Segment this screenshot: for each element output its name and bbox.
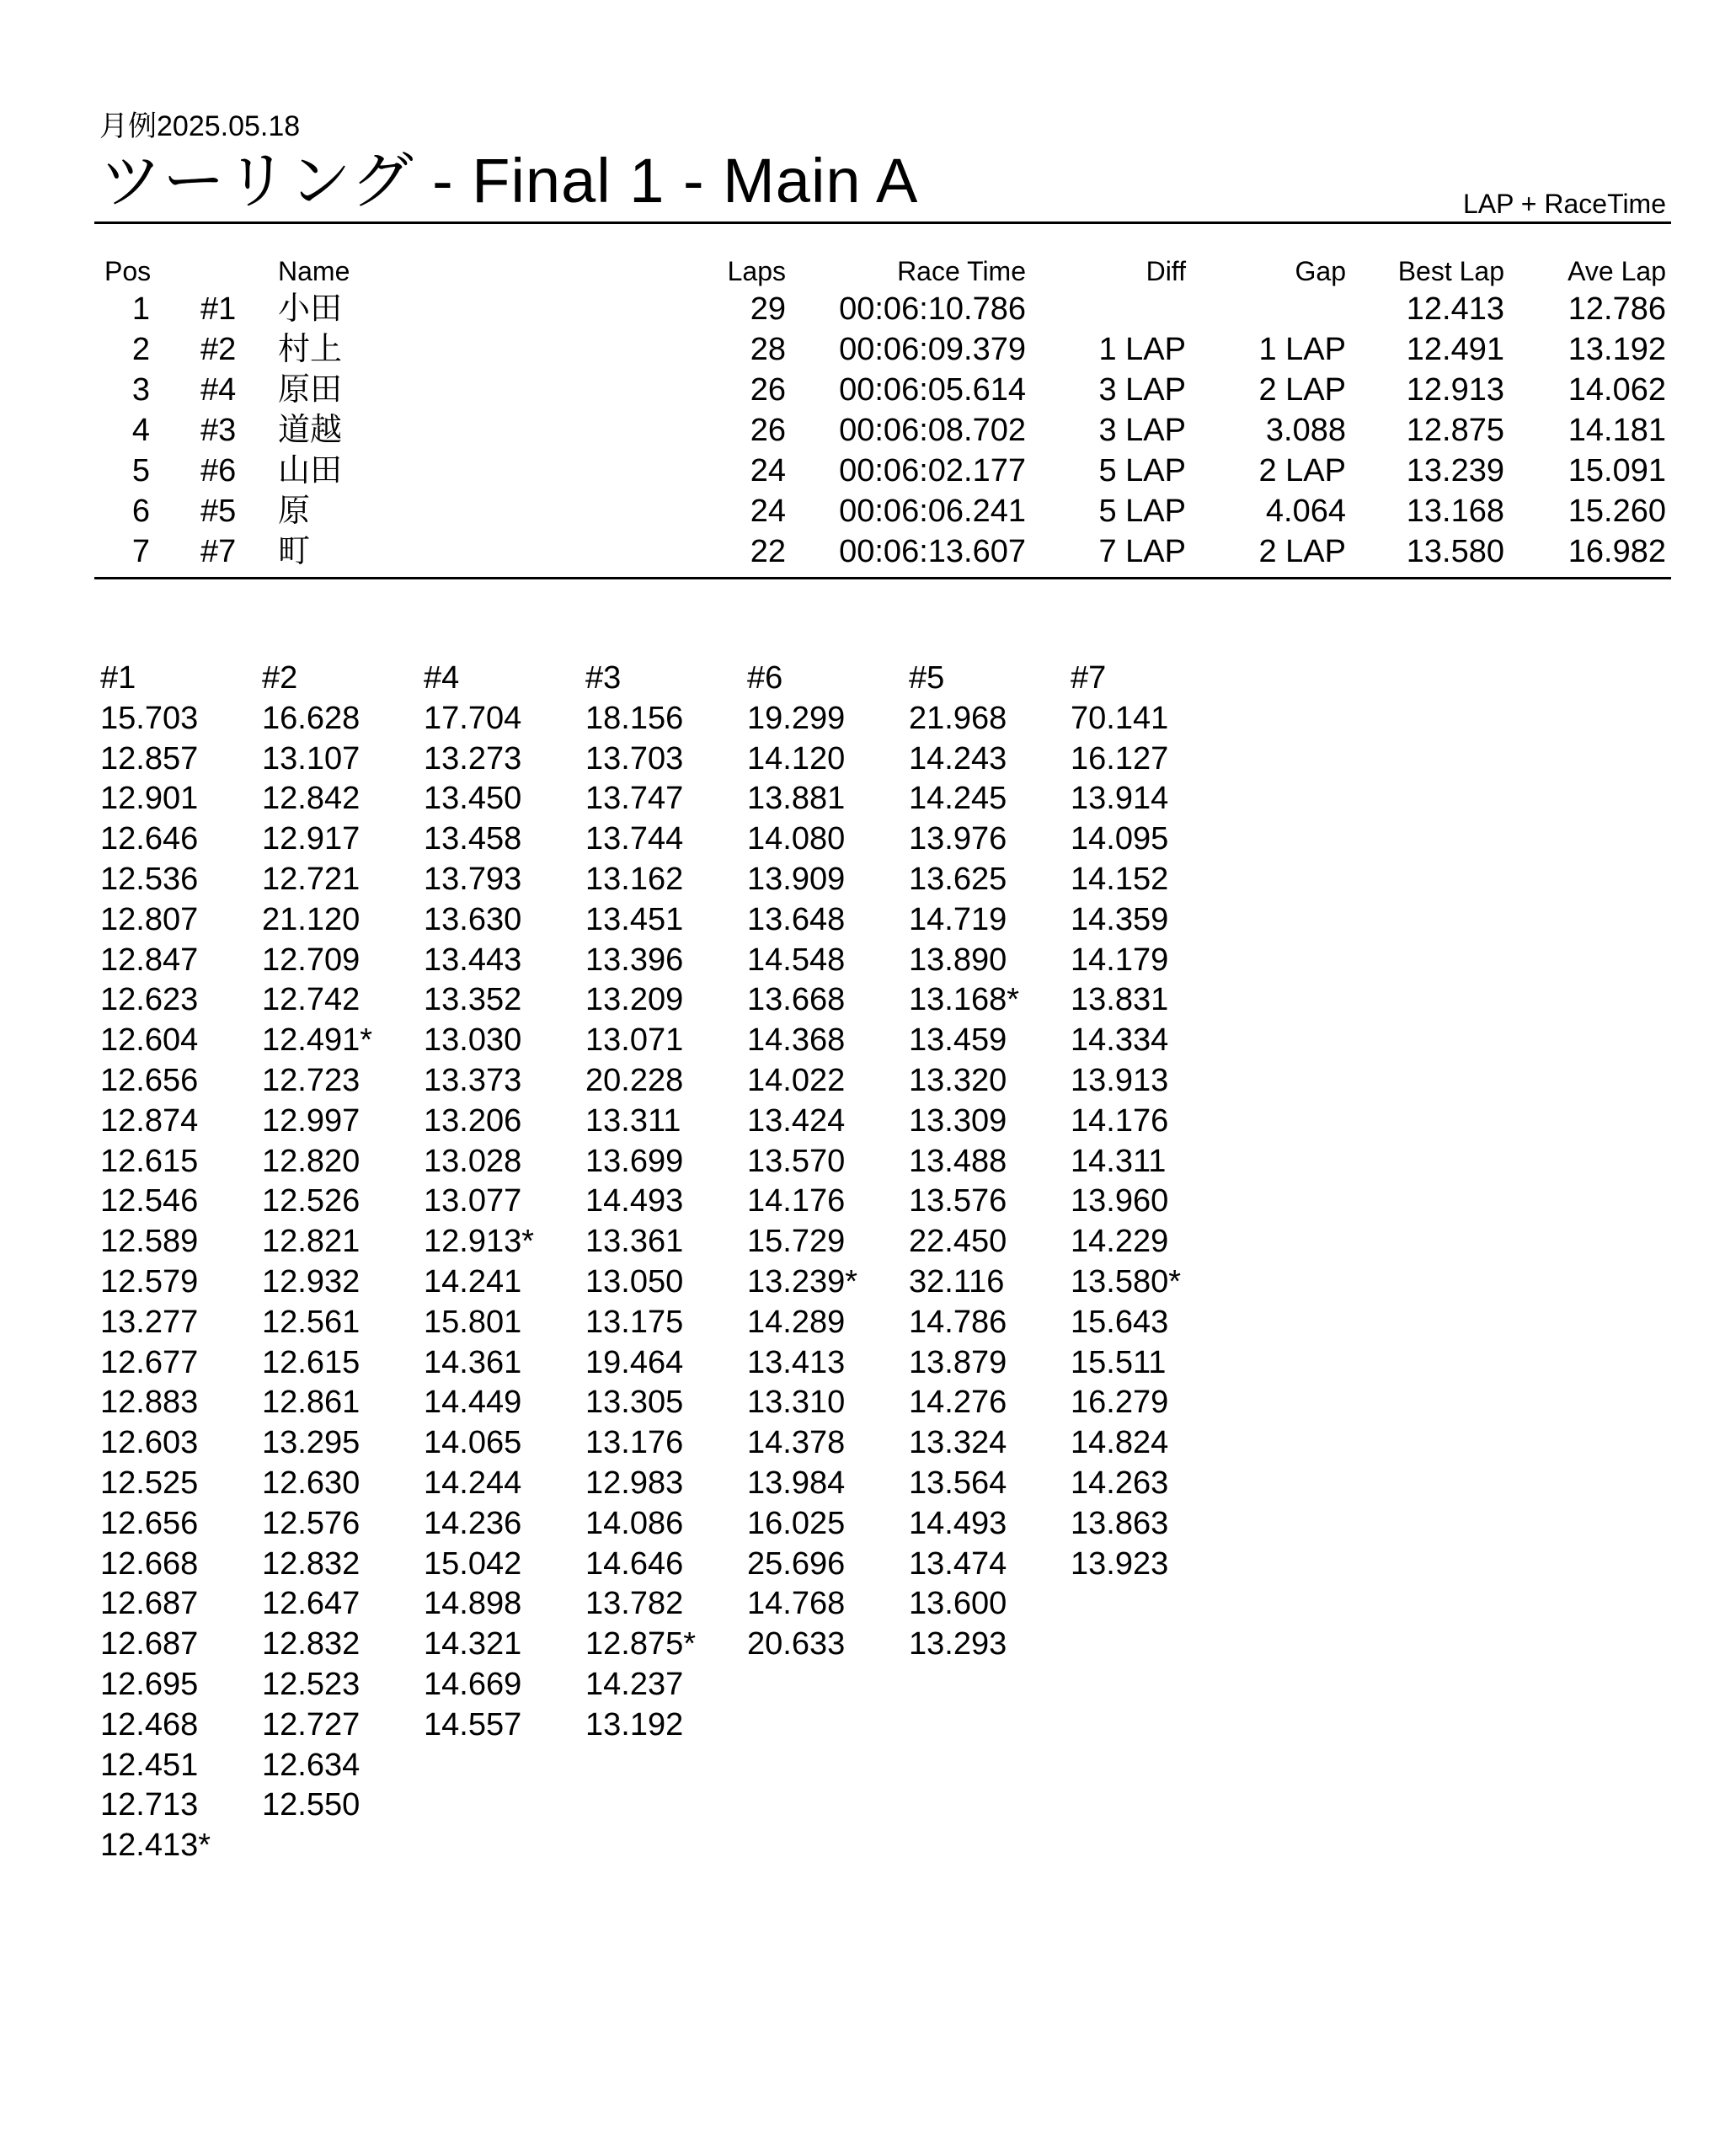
lap-time-cell: 14.229 — [1071, 1224, 1169, 1260]
lap-time-cell: 13.744 — [585, 821, 684, 857]
lap-time-cell: 14.378 — [747, 1425, 846, 1461]
lap-time-cell: 13.324 — [909, 1425, 1007, 1461]
lap-time-cell: 13.309 — [909, 1102, 1007, 1139]
laps-cell: 22 — [750, 534, 786, 569]
best-lap-cell: 12.875 — [1406, 413, 1504, 448]
best-lap-cell: 12.913 — [1406, 372, 1504, 408]
lap-column — [424, 659, 584, 1746]
lap-time-cell: 12.615 — [100, 1143, 199, 1179]
lap-time-cell: 13.564 — [909, 1465, 1007, 1501]
lap-time-cell: 13.107 — [262, 740, 360, 776]
lap-time-cell: 13.913 — [1071, 1062, 1169, 1098]
col-header-diff: Diff — [1146, 256, 1186, 286]
lap-time-cell: 12.687 — [100, 1586, 199, 1622]
race-time-cell: 00:06:06.241 — [839, 494, 1026, 529]
lap-time-cell: 13.923 — [1071, 1545, 1169, 1582]
lap-time-cell: 13.984 — [747, 1465, 846, 1501]
pos-cell: 5 — [131, 453, 150, 488]
lap-time-cell: 12.821 — [262, 1224, 360, 1260]
lap-time-cell: 13.909 — [747, 861, 846, 897]
lap-time-cell: 13.881 — [747, 781, 846, 817]
lap-time-cell: 14.359 — [1071, 901, 1169, 937]
lap-time-cell: 15.729 — [747, 1224, 846, 1260]
lap-time-cell: 13.863 — [1071, 1505, 1169, 1541]
lap-time-cell: 13.625 — [909, 861, 1007, 897]
timing-mode-label: LAP + RaceTime — [1463, 189, 1666, 219]
pos-cell: 3 — [131, 372, 150, 408]
lap-time-cell: 14.321 — [424, 1626, 522, 1662]
lap-time-cell: 13.600 — [909, 1586, 1007, 1622]
lap-time-cell: 14.669 — [424, 1666, 522, 1702]
lap-time-cell: 13.361 — [585, 1224, 684, 1260]
lap-time-cell: 12.656 — [100, 1062, 199, 1098]
lap-time-cell: 13.320 — [909, 1062, 1007, 1098]
lap-column-header: #1 — [100, 660, 136, 696]
lap-time-cell: 12.576 — [262, 1505, 360, 1541]
lap-time-cell: 12.413* — [100, 1828, 211, 1864]
lap-time-cell: 13.580* — [1071, 1263, 1182, 1299]
lap-column-header: #3 — [585, 660, 622, 696]
lap-time-cell: 13.458 — [424, 821, 522, 857]
lap-time-cell: 12.820 — [262, 1143, 360, 1179]
lap-time-cell: 12.874 — [100, 1102, 199, 1139]
driver-name-cell: 町 — [278, 534, 311, 569]
lap-time-cell: 14.368 — [747, 1022, 846, 1059]
lap-time-cell: 13.050 — [585, 1263, 684, 1299]
lap-time-cell: 20.633 — [747, 1626, 846, 1662]
best-lap-cell: 12.491 — [1406, 332, 1504, 367]
lap-time-cell: 14.263 — [1071, 1465, 1169, 1501]
car-number-cell: #2 — [200, 332, 237, 367]
lap-time-cell: 15.703 — [100, 700, 199, 736]
col-header-ave-lap: Ave Lap — [1567, 256, 1666, 286]
lap-time-cell: 16.279 — [1071, 1385, 1169, 1421]
lap-time-cell: 13.273 — [424, 740, 522, 776]
laps-cell: 24 — [750, 453, 786, 488]
lap-time-cell: 12.742 — [262, 982, 360, 1018]
lap-time-cell: 14.449 — [424, 1385, 522, 1421]
lap-time-cell: 13.424 — [747, 1102, 846, 1139]
lap-time-cell: 16.127 — [1071, 740, 1169, 776]
lap-time-cell: 13.277 — [100, 1304, 199, 1340]
lap-time-cell: 13.028 — [424, 1143, 522, 1179]
lap-time-cell: 20.228 — [585, 1062, 684, 1098]
result-row — [0, 410, 1725, 451]
lap-time-cell: 13.239* — [747, 1263, 858, 1299]
lap-time-cell: 12.603 — [100, 1425, 199, 1461]
lap-column-header: #2 — [262, 660, 298, 696]
header-divider — [94, 221, 1671, 224]
lap-time-cell: 14.786 — [909, 1304, 1007, 1340]
lap-time-cell: 14.179 — [1071, 942, 1169, 978]
lap-time-cell: 12.630 — [262, 1465, 360, 1501]
lap-time-cell: 12.646 — [100, 821, 199, 857]
col-header-pos: Pos — [104, 256, 152, 286]
lap-column — [585, 659, 745, 1746]
page-title: ツーリング - Final 1 - Main A — [99, 146, 919, 216]
lap-time-cell: 13.474 — [909, 1545, 1007, 1582]
lap-time-cell: 12.451 — [100, 1747, 199, 1783]
ave-lap-cell: 12.786 — [1567, 291, 1666, 327]
lap-time-cell: 13.879 — [909, 1344, 1007, 1380]
best-lap-cell: 13.580 — [1406, 534, 1504, 569]
lap-time-cell: 12.491* — [262, 1022, 373, 1059]
result-row — [0, 451, 1725, 491]
lap-time-cell: 13.310 — [747, 1385, 846, 1421]
ave-lap-cell: 14.062 — [1567, 372, 1666, 408]
lap-time-cell: 12.695 — [100, 1666, 199, 1702]
col-header-name: Name — [278, 256, 350, 286]
lap-column-header: #6 — [747, 660, 783, 696]
lap-time-cell: 13.976 — [909, 821, 1007, 857]
car-number-cell: #1 — [200, 291, 237, 327]
pos-cell: 4 — [131, 413, 150, 448]
lap-time-cell: 14.646 — [585, 1545, 684, 1582]
lap-time-cell: 12.842 — [262, 781, 360, 817]
lap-time-cell: 12.997 — [262, 1102, 360, 1139]
event-date: 月例2025.05.18 — [99, 110, 301, 142]
lap-time-cell: 12.727 — [262, 1706, 360, 1742]
lap-time-cell: 13.443 — [424, 942, 522, 978]
lap-time-cell: 12.723 — [262, 1062, 360, 1098]
diff-cell: 1 LAP — [1098, 332, 1186, 367]
lap-time-cell: 13.311 — [585, 1102, 681, 1139]
lap-time-cell: 14.768 — [747, 1586, 846, 1622]
lap-time-cell: 12.677 — [100, 1344, 199, 1380]
lap-time-cell: 13.295 — [262, 1425, 360, 1461]
best-lap-cell: 13.239 — [1406, 453, 1504, 488]
lap-time-cell: 12.668 — [100, 1545, 199, 1582]
lap-time-cell: 70.141 — [1071, 700, 1169, 736]
gap-cell: 2 LAP — [1258, 372, 1346, 408]
lap-time-cell: 14.120 — [747, 740, 846, 776]
lap-time-cell: 13.793 — [424, 861, 522, 897]
lap-time-cell: 13.030 — [424, 1022, 522, 1059]
lap-time-cell: 16.628 — [262, 700, 360, 736]
lap-time-cell: 12.561 — [262, 1304, 360, 1340]
lap-time-cell: 12.536 — [100, 861, 199, 897]
lap-time-cell: 12.525 — [100, 1465, 199, 1501]
lap-time-cell: 25.696 — [747, 1545, 846, 1582]
lap-time-cell: 14.245 — [909, 781, 1007, 817]
lap-time-cell: 13.576 — [909, 1183, 1007, 1219]
diff-cell: 5 LAP — [1098, 453, 1186, 488]
lap-time-cell: 12.604 — [100, 1022, 199, 1059]
pos-cell: 6 — [131, 494, 150, 529]
lap-time-cell: 12.713 — [100, 1787, 199, 1823]
lap-time-cell: 18.156 — [585, 700, 684, 736]
lap-time-cell: 12.468 — [100, 1706, 199, 1742]
lap-time-cell: 13.413 — [747, 1344, 846, 1380]
lap-time-cell: 13.668 — [747, 982, 846, 1018]
lap-time-cell: 12.623 — [100, 982, 199, 1018]
lap-time-cell: 13.699 — [585, 1143, 684, 1179]
lap-time-cell: 13.209 — [585, 982, 684, 1018]
lap-time-cell: 13.168* — [909, 982, 1020, 1018]
car-number-cell: #5 — [200, 494, 237, 529]
diff-cell: 3 LAP — [1098, 413, 1186, 448]
lap-time-cell: 12.913* — [424, 1224, 535, 1260]
lap-time-cell: 14.289 — [747, 1304, 846, 1340]
lap-time-cell: 12.917 — [262, 821, 360, 857]
lap-time-cell: 14.719 — [909, 901, 1007, 937]
lap-time-cell: 12.687 — [100, 1626, 199, 1662]
lap-time-cell: 12.709 — [262, 942, 360, 978]
lap-time-cell: 12.634 — [262, 1747, 360, 1783]
lap-time-cell: 14.176 — [747, 1183, 846, 1219]
ave-lap-cell: 13.192 — [1567, 332, 1666, 367]
col-header-gap: Gap — [1295, 256, 1346, 286]
lap-time-cell: 21.968 — [909, 700, 1007, 736]
lap-time-cell: 13.831 — [1071, 982, 1169, 1018]
lap-time-cell: 12.847 — [100, 942, 199, 978]
gap-cell: 2 LAP — [1258, 453, 1346, 488]
lap-time-cell: 19.299 — [747, 700, 846, 736]
col-header-laps: Laps — [727, 256, 786, 286]
ave-lap-cell: 15.260 — [1567, 494, 1666, 529]
lap-time-cell: 12.647 — [262, 1586, 360, 1622]
lap-time-cell: 32.116 — [909, 1263, 1005, 1299]
lap-time-cell: 14.311 — [1071, 1143, 1167, 1179]
col-header-best-lap: Best Lap — [1397, 256, 1504, 286]
lap-time-cell: 12.589 — [100, 1224, 199, 1260]
pos-cell: 2 — [131, 332, 150, 367]
race-time-cell: 00:06:13.607 — [839, 534, 1026, 569]
lap-time-cell: 12.721 — [262, 861, 360, 897]
ave-lap-cell: 16.982 — [1567, 534, 1666, 569]
lap-time-cell: 14.361 — [424, 1344, 522, 1380]
result-row — [0, 531, 1725, 572]
driver-name-cell: 原 — [278, 494, 311, 529]
gap-cell: 4.064 — [1265, 494, 1346, 529]
ave-lap-cell: 15.091 — [1567, 453, 1666, 488]
lap-time-cell: 15.511 — [1071, 1344, 1167, 1380]
lap-time-cell: 12.875* — [585, 1626, 697, 1662]
lap-time-cell: 13.293 — [909, 1626, 1007, 1662]
lap-time-cell: 13.396 — [585, 942, 684, 978]
lap-time-cell: 14.086 — [585, 1505, 684, 1541]
diff-cell: 3 LAP — [1098, 372, 1186, 408]
gap-cell: 1 LAP — [1258, 332, 1346, 367]
result-row — [0, 491, 1725, 531]
best-lap-cell: 12.413 — [1406, 291, 1504, 327]
car-number-cell: #4 — [200, 372, 237, 408]
diff-cell: 7 LAP — [1098, 534, 1186, 569]
lap-column-header: #4 — [424, 660, 460, 696]
lap-time-cell: 12.983 — [585, 1465, 684, 1501]
best-lap-cell: 13.168 — [1406, 494, 1504, 529]
lap-time-cell: 12.546 — [100, 1183, 199, 1219]
lap-time-cell: 13.077 — [424, 1183, 522, 1219]
lap-time-cell: 14.152 — [1071, 861, 1169, 897]
lap-time-cell: 12.656 — [100, 1505, 199, 1541]
lap-time-cell: 14.557 — [424, 1706, 522, 1742]
car-number-cell: #3 — [200, 413, 237, 448]
lap-time-cell: 13.890 — [909, 942, 1007, 978]
diff-cell: 5 LAP — [1098, 494, 1186, 529]
lap-time-cell: 14.493 — [585, 1183, 684, 1219]
result-row — [0, 329, 1725, 370]
lap-time-cell: 14.898 — [424, 1586, 522, 1622]
lap-time-cell: 14.493 — [909, 1505, 1007, 1541]
lap-time-cell: 12.526 — [262, 1183, 360, 1219]
driver-name-cell: 小田 — [278, 291, 343, 327]
lap-column — [100, 659, 260, 1866]
race-time-cell: 00:06:09.379 — [839, 332, 1026, 367]
lap-time-cell: 13.450 — [424, 781, 522, 817]
lap-time-cell: 13.782 — [585, 1586, 684, 1622]
lap-time-cell: 14.080 — [747, 821, 846, 857]
result-row — [0, 370, 1725, 410]
gap-cell: 2 LAP — [1258, 534, 1346, 569]
race-time-cell: 00:06:10.786 — [839, 291, 1026, 327]
lap-time-cell: 21.120 — [262, 901, 360, 937]
lap-time-cell: 14.548 — [747, 942, 846, 978]
lap-time-cell: 13.459 — [909, 1022, 1007, 1059]
lap-time-cell: 17.704 — [424, 700, 522, 736]
lap-time-cell: 13.176 — [585, 1425, 684, 1461]
race-time-cell: 00:06:05.614 — [839, 372, 1026, 408]
lap-time-cell: 12.523 — [262, 1666, 360, 1702]
lap-time-cell: 14.334 — [1071, 1022, 1169, 1059]
car-number-cell: #7 — [200, 534, 237, 569]
lap-time-cell: 14.065 — [424, 1425, 522, 1461]
lap-time-cell: 14.276 — [909, 1385, 1007, 1421]
col-header-race-time: Race Time — [897, 256, 1026, 286]
laps-cell: 24 — [750, 494, 786, 529]
lap-time-cell: 14.824 — [1071, 1425, 1169, 1461]
car-number-cell: #6 — [200, 453, 237, 488]
lap-time-cell: 14.244 — [424, 1465, 522, 1501]
lap-time-cell: 15.643 — [1071, 1304, 1169, 1340]
lap-time-cell: 12.832 — [262, 1626, 360, 1662]
lap-column-header: #5 — [909, 660, 945, 696]
lap-time-cell: 15.042 — [424, 1545, 522, 1582]
lap-time-cell: 13.192 — [585, 1706, 684, 1742]
lap-time-cell: 12.901 — [100, 781, 199, 817]
lap-time-cell: 19.464 — [585, 1344, 684, 1380]
lap-time-cell: 13.373 — [424, 1062, 522, 1098]
pos-cell: 1 — [131, 291, 150, 327]
lap-time-cell: 13.648 — [747, 901, 846, 937]
lap-column — [1071, 659, 1231, 1584]
lap-time-cell: 13.488 — [909, 1143, 1007, 1179]
lap-time-cell: 14.236 — [424, 1505, 522, 1541]
driver-name-cell: 道越 — [278, 413, 343, 448]
lap-time-cell: 14.095 — [1071, 821, 1169, 857]
lap-time-cell: 12.550 — [262, 1787, 360, 1823]
lap-time-cell: 12.579 — [100, 1263, 199, 1299]
lap-column — [747, 659, 907, 1665]
lap-time-cell: 12.861 — [262, 1385, 360, 1421]
laps-cell: 26 — [750, 413, 786, 448]
lap-time-cell: 12.883 — [100, 1385, 199, 1421]
laps-cell: 29 — [750, 291, 786, 327]
lap-time-cell: 12.832 — [262, 1545, 360, 1582]
lap-time-cell: 12.807 — [100, 901, 199, 937]
lap-time-cell: 13.960 — [1071, 1183, 1169, 1219]
lap-time-cell: 13.451 — [585, 901, 684, 937]
laps-cell: 26 — [750, 372, 786, 408]
race-time-cell: 00:06:08.702 — [839, 413, 1026, 448]
lap-time-cell: 12.932 — [262, 1263, 360, 1299]
driver-name-cell: 山田 — [278, 453, 343, 488]
laps-cell: 28 — [750, 332, 786, 367]
lap-time-cell: 13.703 — [585, 740, 684, 776]
lap-time-cell: 12.615 — [262, 1344, 360, 1380]
lap-time-cell: 14.176 — [1071, 1102, 1169, 1139]
lap-column-header: #7 — [1071, 660, 1107, 696]
lap-time-cell: 13.206 — [424, 1102, 522, 1139]
lap-column — [909, 659, 1069, 1665]
lap-time-cell: 14.241 — [424, 1263, 522, 1299]
driver-name-cell: 原田 — [278, 372, 343, 408]
pos-cell: 7 — [131, 534, 150, 569]
lap-time-cell: 13.175 — [585, 1304, 684, 1340]
lap-time-cell: 13.162 — [585, 861, 684, 897]
lap-time-cell: 14.237 — [585, 1666, 684, 1702]
lap-time-cell: 12.857 — [100, 740, 199, 776]
lap-time-cell: 14.022 — [747, 1062, 846, 1098]
lap-time-cell: 13.071 — [585, 1022, 684, 1059]
lap-time-cell: 13.570 — [747, 1143, 846, 1179]
table-divider — [94, 577, 1671, 579]
ave-lap-cell: 14.181 — [1567, 413, 1666, 448]
lap-time-cell: 16.025 — [747, 1505, 846, 1541]
lap-time-cell: 22.450 — [909, 1224, 1007, 1260]
result-row — [0, 289, 1725, 329]
lap-column — [262, 659, 422, 1826]
lap-time-cell: 13.914 — [1071, 781, 1169, 817]
race-time-cell: 00:06:02.177 — [839, 453, 1026, 488]
lap-time-cell: 13.305 — [585, 1385, 684, 1421]
gap-cell: 3.088 — [1265, 413, 1346, 448]
driver-name-cell: 村上 — [278, 332, 343, 367]
lap-time-cell: 13.630 — [424, 901, 522, 937]
lap-time-cell: 14.243 — [909, 740, 1007, 776]
lap-time-cell: 13.352 — [424, 982, 522, 1018]
lap-time-cell: 15.801 — [424, 1304, 522, 1340]
lap-time-cell: 13.747 — [585, 781, 684, 817]
